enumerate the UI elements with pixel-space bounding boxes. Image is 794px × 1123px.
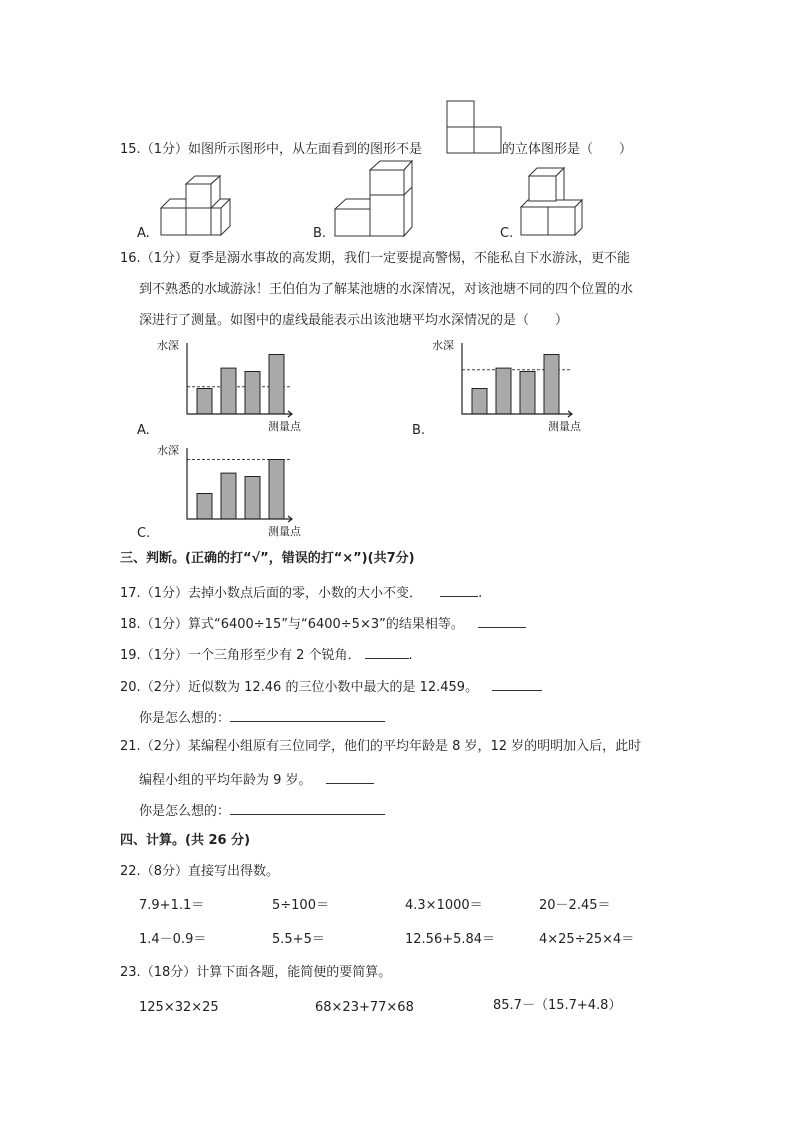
bar (197, 494, 212, 520)
question-score: （1分） (140, 586, 188, 601)
calc-problem: 68×23+77×68 (315, 1000, 414, 1015)
question-20-reason (139, 707, 385, 728)
question-score: （8分） (140, 864, 188, 879)
calc-item: 5.5+5＝ (272, 932, 325, 947)
x-axis-label: 测量点 (268, 525, 301, 538)
question-text: 如图所示图形中，从左面看到的图形不是 (187, 142, 422, 157)
answer-blank[interactable] (478, 613, 526, 628)
calc-item: 1.4－0.9＝ (139, 932, 207, 947)
section-4-title: 四、计算。(共 26 分) (120, 833, 251, 848)
y-axis-label: 水深 (157, 444, 179, 457)
question-text: 近似数为 12.46 的三位小数中最大的是 12.459。 (187, 680, 479, 695)
question-score: （1分） (140, 617, 188, 632)
question-text: 某编程小组原有三位同学，他们的平均年龄是 8 岁，12 岁的明明加入后，此时 (187, 739, 642, 754)
question-16 (120, 250, 630, 268)
question-number: 21. (120, 739, 141, 754)
question-number: 22. (120, 864, 141, 879)
calc-problem: 85.7－（15.7+4.8） (493, 998, 622, 1013)
bar (472, 389, 487, 415)
answer-blank[interactable] (440, 582, 478, 597)
question-number: 19. (120, 648, 141, 663)
question-22 (120, 863, 279, 881)
question-text: 计算下面各题，能简便的要简算。 (196, 965, 392, 980)
section-3-title: 三、判断。(正确的打“√”，错误的打“×”)(共7分) (120, 551, 415, 566)
x-axis-label: 测量点 (268, 420, 301, 433)
question-19 (120, 644, 413, 665)
question-21 (120, 738, 641, 756)
bar (269, 355, 284, 415)
question-15-tail: 的立体图形是（ ） (502, 142, 633, 157)
question-text: 去掉小数点后面的零，小数的大小不变． (187, 586, 422, 601)
chart-option-b-label: B. (412, 423, 426, 438)
question-16-line2: 到不熟悉的水域游泳！王伯伯为了解某池塘的水深情况，对该池塘不同的四个位置的水 (139, 282, 634, 297)
question-number: 20. (120, 680, 141, 695)
question-21-reason (139, 800, 385, 821)
bar (221, 368, 236, 414)
chart-option-c-label: C. (137, 526, 151, 541)
chart-option-a-label: A. (137, 423, 150, 438)
question-text: 直接写出得数。 (187, 864, 279, 879)
question-16-line3: 深进行了测量。如图中的虚线最能表示出该池塘平均水深情况的是（ ） (139, 313, 569, 328)
question-score: （2分） (140, 680, 188, 695)
reason-label: 你是怎么想的： (139, 804, 231, 819)
reason-blank[interactable] (230, 707, 385, 722)
calc-item: 4.3×1000＝ (405, 898, 483, 913)
question-score: （1分） (140, 648, 188, 663)
reason-blank[interactable] (230, 800, 385, 815)
answer-blank[interactable] (326, 769, 374, 784)
bar (197, 389, 212, 415)
bar-chart-b (430, 335, 590, 435)
question-score: （18分） (140, 965, 197, 980)
period: . (408, 648, 413, 663)
y-axis-label: 水深 (432, 339, 454, 352)
question-number: 16. (120, 251, 141, 266)
question-number: 17. (120, 586, 141, 601)
calc-item: 4×25÷25×4＝ (539, 932, 635, 947)
bar (520, 372, 535, 415)
cube-figure-c (520, 166, 584, 238)
answer-blank[interactable] (365, 644, 409, 659)
question-score: （1分） (140, 142, 188, 157)
x-axis-label: 测量点 (548, 420, 581, 433)
option-b-label: B. (313, 226, 327, 241)
bar-chart-c (155, 440, 310, 540)
option-a-label: A. (137, 226, 150, 241)
bar (544, 355, 559, 415)
calc-item: 7.9+1.1＝ (139, 898, 205, 913)
calc-item: 12.56+5.84＝ (405, 932, 496, 947)
question-number: 15. (120, 142, 141, 157)
question-21-line2 (139, 769, 374, 790)
cube-figure-a (160, 175, 232, 237)
bar (245, 372, 260, 415)
calc-problem: 125×32×25 (139, 1000, 219, 1015)
question-text: 夏季是溺水事故的高发期，我们一定要提高警惕，不能私自下水游泳，更不能 (187, 251, 630, 266)
question-20 (120, 676, 542, 697)
question-score: （2分） (140, 739, 188, 754)
answer-blank[interactable] (492, 676, 542, 691)
bar (269, 460, 284, 520)
y-axis-label: 水深 (157, 339, 179, 352)
question-15 (120, 141, 422, 159)
cube-figure-b (334, 160, 414, 238)
option-c-label: C. (500, 226, 514, 241)
bar-chart-a (155, 335, 310, 435)
bar (221, 473, 236, 519)
question-17 (120, 582, 482, 603)
question-18 (120, 613, 526, 634)
question-text: 算式“6400÷15”与“6400÷5×3”的结果相等。 (187, 617, 464, 632)
period: . (478, 586, 483, 601)
question-23 (120, 964, 391, 982)
bar (245, 477, 260, 520)
question-text: 编程小组的平均年龄为 9 岁。 (139, 773, 312, 788)
question-number: 18. (120, 617, 141, 632)
left-view-figure (446, 100, 502, 154)
question-number: 23. (120, 965, 141, 980)
question-score: （1分） (140, 251, 188, 266)
reason-label: 你是怎么想的： (139, 711, 231, 726)
question-text: 一个三角形至少有 2 个锐角． (187, 648, 361, 663)
calc-item: 5÷100＝ (272, 898, 329, 913)
bar (496, 368, 511, 414)
calc-item: 20－2.45＝ (539, 898, 611, 913)
